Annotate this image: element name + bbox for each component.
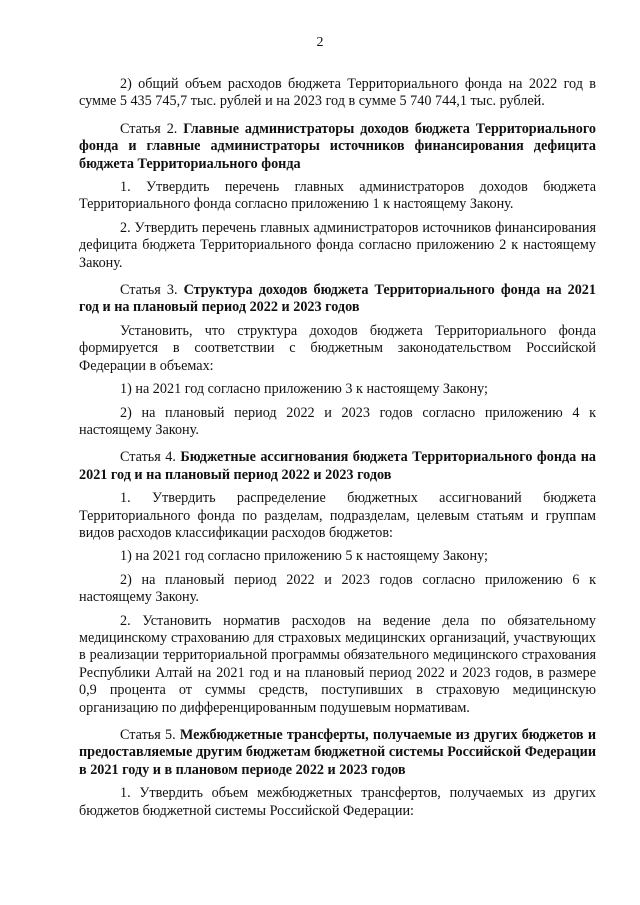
- paragraph: 1. Утвердить перечень главных администраторов доходов бюджета Территориального фонда согласно приложению 1 к настоящему Закону.: [79, 179, 596, 213]
- list-item: 2) на плановый период 2022 и 2023 годов согласно приложению 4 к настоящему Закону.: [79, 404, 596, 438]
- list-item: 2) на плановый период 2022 и 2023 годов согласно приложению 6 к настоящему Закону.: [79, 571, 596, 606]
- article-title: Структура доходов бюджета Территориального фонда на 2021 год и на плановый период 2022 и 2023 годов: [79, 282, 596, 316]
- paragraph: 2. Утвердить перечень главных администраторов источников финансирования дефицита бюджета Территориального фонда согласно приложению 2 к настоящему Закону.: [79, 219, 596, 271]
- paragraph: 2) общий объем расходов бюджета Территориального фонда на 2022 год в сумме 5 435 745,7 тыс. рублей и на 2023 год в сумме 5 740 744,1 тыс. рублей.: [79, 76, 596, 110]
- article-label: Статья 3.: [120, 282, 184, 299]
- article-title: Бюджетные ассигнования бюджета Территориального фонда на 2021 год и на плановый период 2022 и 2023 годов: [79, 449, 596, 483]
- article-4-heading: [79, 449, 596, 484]
- article-3-heading: [79, 282, 596, 317]
- article-label: Статья 4.: [120, 449, 181, 466]
- list-item: 1) на 2021 год согласно приложению 3 к настоящему Закону;: [120, 381, 488, 398]
- page-number: 2: [316, 35, 324, 50]
- article-title: Главные администраторы доходов бюджета Территориального фонда и главные администраторы источников финансирования дефицита бюджета Территориального фонда: [79, 120, 596, 172]
- article-title: Межбюджетные трансферты, получаемые из других бюджетов и предоставляемые другим бюджетам бюджетной системы Российской Федерации в 2021 году и в плановом периоде 2022 и 2023 годов: [79, 727, 596, 778]
- paragraph: Установить, что структура доходов бюджета Территориального фонда формируется в соответствии с бюджетным законодательством Российской Федерации в объемах:: [79, 322, 596, 374]
- article-label: Статья 5.: [120, 727, 180, 743]
- article-2-heading: [79, 121, 596, 173]
- paragraph: 2. Установить норматив расходов на ведение дела по обязательному медицинскому страхованию для страховых медицинских организаций, участвующих в реализации территориальной программы обязательного медицинского страхования Республики Алтай на 2021 год и на плановый период 2022 и 2023 годов, в размере 0,9 процента от суммы средств, поступивших в страховую медицинскую организацию по дифференцированным подушевым нормативам.: [79, 612, 596, 716]
- paragraph: 1. Утвердить распределение бюджетных ассигнований бюджета Территориального фонда по разделам, подразделам, целевым статьям и группам видов расходов классификации расходов бюджетов:: [79, 490, 596, 541]
- list-item: 1) на 2021 год согласно приложению 5 к настоящему Закону;: [120, 548, 488, 565]
- document-body: [79, 76, 596, 820]
- article-label: Статья 2.: [120, 120, 184, 137]
- paragraph: 1. Утвердить объем межбюджетных трансфертов, получаемых из других бюджетов бюджетной системы Российской Федерации:: [79, 785, 596, 819]
- article-5-heading: [79, 727, 596, 779]
